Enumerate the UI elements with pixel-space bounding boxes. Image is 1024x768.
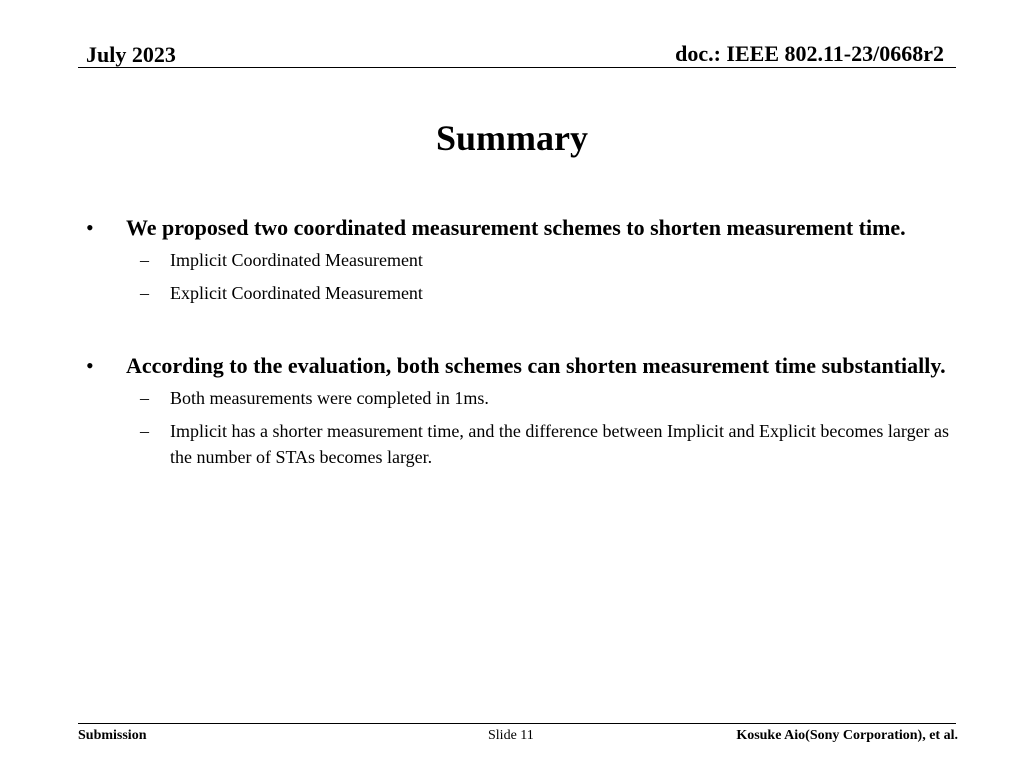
sub-bullet-text: Both measurements were completed in 1ms. xyxy=(170,388,489,408)
sub-bullet-marker: – xyxy=(140,421,149,441)
footer-slide-number: Slide 11 xyxy=(488,728,534,743)
bullet-marker: • xyxy=(86,353,94,378)
bullet-text: According to the evaluation, both schemes can shorten measurement time substantially. xyxy=(126,353,946,378)
sub-bullet-item xyxy=(86,385,956,411)
header-date: July 2023 xyxy=(86,42,176,67)
sub-bullet-text: Implicit Coordinated Measurement xyxy=(170,250,423,270)
header-doc-id: doc.: IEEE 802.11-23/0668r2 xyxy=(675,41,944,66)
sub-bullet-item xyxy=(86,247,956,273)
slide-body xyxy=(86,212,956,470)
sub-bullet-item xyxy=(86,418,956,470)
sub-bullet-marker: – xyxy=(140,250,149,270)
bullet-item xyxy=(86,212,956,243)
bullet-text: We proposed two coordinated measurement schemes to shorten measurement time. xyxy=(126,215,906,240)
sub-bullet-item xyxy=(86,280,956,306)
header-divider xyxy=(78,67,956,68)
bullet-marker: • xyxy=(86,215,94,240)
sub-bullet-text: Explicit Coordinated Measurement xyxy=(170,283,423,303)
footer-author: Kosuke Aio(Sony Corporation), et al. xyxy=(736,728,958,743)
bullet-item xyxy=(86,350,956,381)
sub-bullet-marker: – xyxy=(140,283,149,303)
sub-bullet-text: Implicit has a shorter measurement time, and the difference between Implicit and Explicit becomes larger as the number of STAs becomes larger. xyxy=(170,421,950,467)
sub-bullet-marker: – xyxy=(140,388,149,408)
slide-title: Summary xyxy=(436,118,588,158)
footer-divider xyxy=(78,723,956,724)
footer-submission: Submission xyxy=(78,728,147,743)
